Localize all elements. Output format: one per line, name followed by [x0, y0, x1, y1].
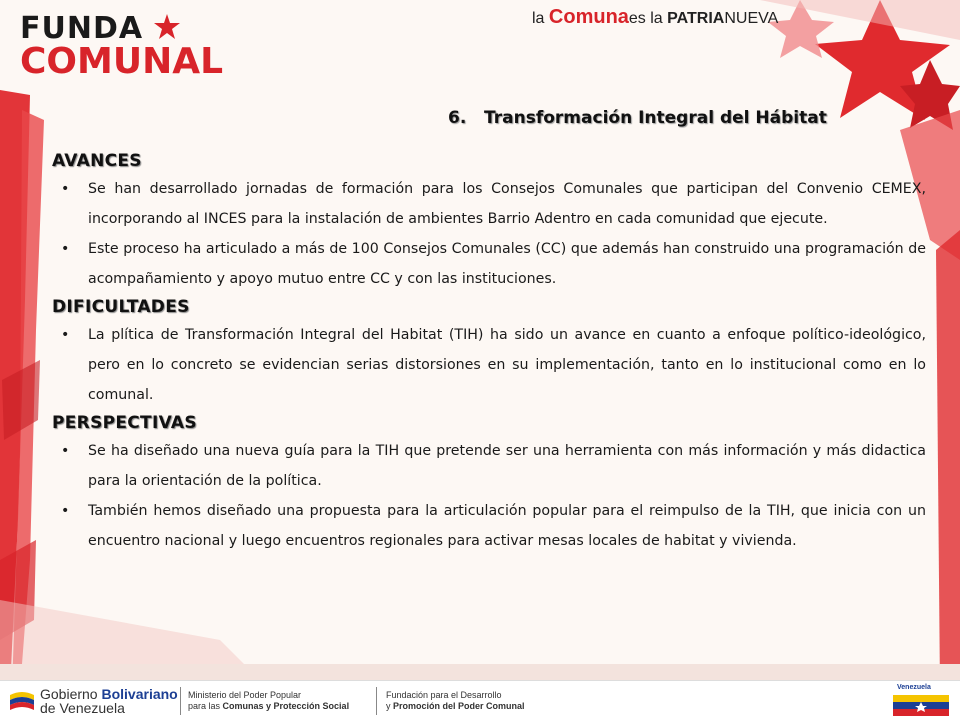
bullet-icon: •: [61, 443, 70, 459]
slogan-la: la: [532, 10, 545, 27]
slogan-patria: PATRIA: [667, 10, 725, 27]
list-item-text: También hemos diseñado una propuesta para la articulación popular para el reimpulso de la TIH, que inicia con un encuentro nacional y luego encuentros regionales para activar mesas locales de habitat y vivienda.: [88, 503, 926, 549]
ministerio-line1: Ministerio del Poder Popular: [188, 690, 302, 700]
slogan-nueva: NUEVA: [724, 10, 779, 27]
ministerio-line2b: Comunas y Protección Social: [222, 701, 350, 711]
heading-dificultades: DIFICULTADES: [52, 297, 190, 317]
bullet-list-perspectivas: [52, 436, 926, 556]
gobierno-logo: [40, 687, 178, 715]
list-item-text: Se ha diseñado una nueva guía para la TIH que pretende ser una herramienta con más información y más didactica para la orientación de la política.: [88, 443, 926, 489]
bullet-icon: •: [61, 241, 70, 257]
logo-text-top: FUNDA: [20, 11, 144, 46]
bullet-list-dificultades: [52, 320, 926, 410]
bullet-list-avances: [52, 174, 926, 294]
heading-avances: AVANCES: [52, 151, 142, 171]
bullet-icon: •: [61, 503, 70, 519]
logo-text-bottom: COMUNAL: [20, 41, 224, 82]
footer-divider: [180, 687, 181, 715]
footer-bar: [0, 680, 960, 721]
slogan-esla: es la: [628, 10, 663, 27]
heading-perspectivas: PERSPECTIVAS: [52, 413, 197, 433]
logo-star-icon: [154, 14, 180, 40]
list-item-text: Este proceso ha articulado a más de 100 Consejos Comunales (CC) que además han construido una programación de acompañamiento y apoyo mutuo entre CC y con las instituciones.: [88, 241, 926, 287]
ministerio-logo: [188, 690, 349, 712]
flag-label: Venezuela: [897, 684, 931, 691]
list-item-text: Se han desarrollado jornadas de formación para los Consejos Comunales que participan del Convenio CEMEX, incorporando al INCES para la instalación de ambientes Barrio Adentro en cada comunidad que ejecute.: [88, 181, 926, 227]
fundacion-line2b: Promoción del Poder Comunal: [393, 701, 525, 711]
footer-divider: [376, 687, 377, 715]
list-item: [52, 436, 926, 496]
list-item: [52, 174, 926, 234]
slide-content: [52, 148, 926, 556]
gob-line2: de Venezuela: [40, 700, 125, 716]
slogan-comuna: Comuna: [548, 6, 629, 28]
fundacion-line2a: y: [386, 701, 394, 711]
gob-bold: Bolivariano: [101, 686, 178, 702]
fundacion-line1: Fundación para el Desarrollo: [386, 690, 502, 700]
venezuela-flag-icon: [8, 689, 36, 715]
slide-title: 6. Transformación Integral del Hábitat: [448, 108, 827, 128]
ministerio-line2a: para las: [188, 701, 223, 711]
venezuela-badge-icon: [893, 687, 949, 717]
list-item: [52, 320, 926, 410]
gob-line1: Gobierno: [40, 686, 98, 702]
slogan: [532, 6, 778, 29]
bullet-icon: •: [61, 181, 70, 197]
list-item-text: La plítica de Transformación Integral del Habitat (TIH) ha sido un avance en cuanto a enfoque político-ideológico, pero en lo concreto se evidencian serias distorsiones en su implementación, tanto en lo institucional como en lo comunal.: [88, 327, 926, 403]
list-item: [52, 496, 926, 556]
bullet-icon: •: [61, 327, 70, 343]
list-item: [52, 234, 926, 294]
fundacomunal-logo: [20, 11, 224, 82]
fundacion-logo: [386, 690, 525, 712]
